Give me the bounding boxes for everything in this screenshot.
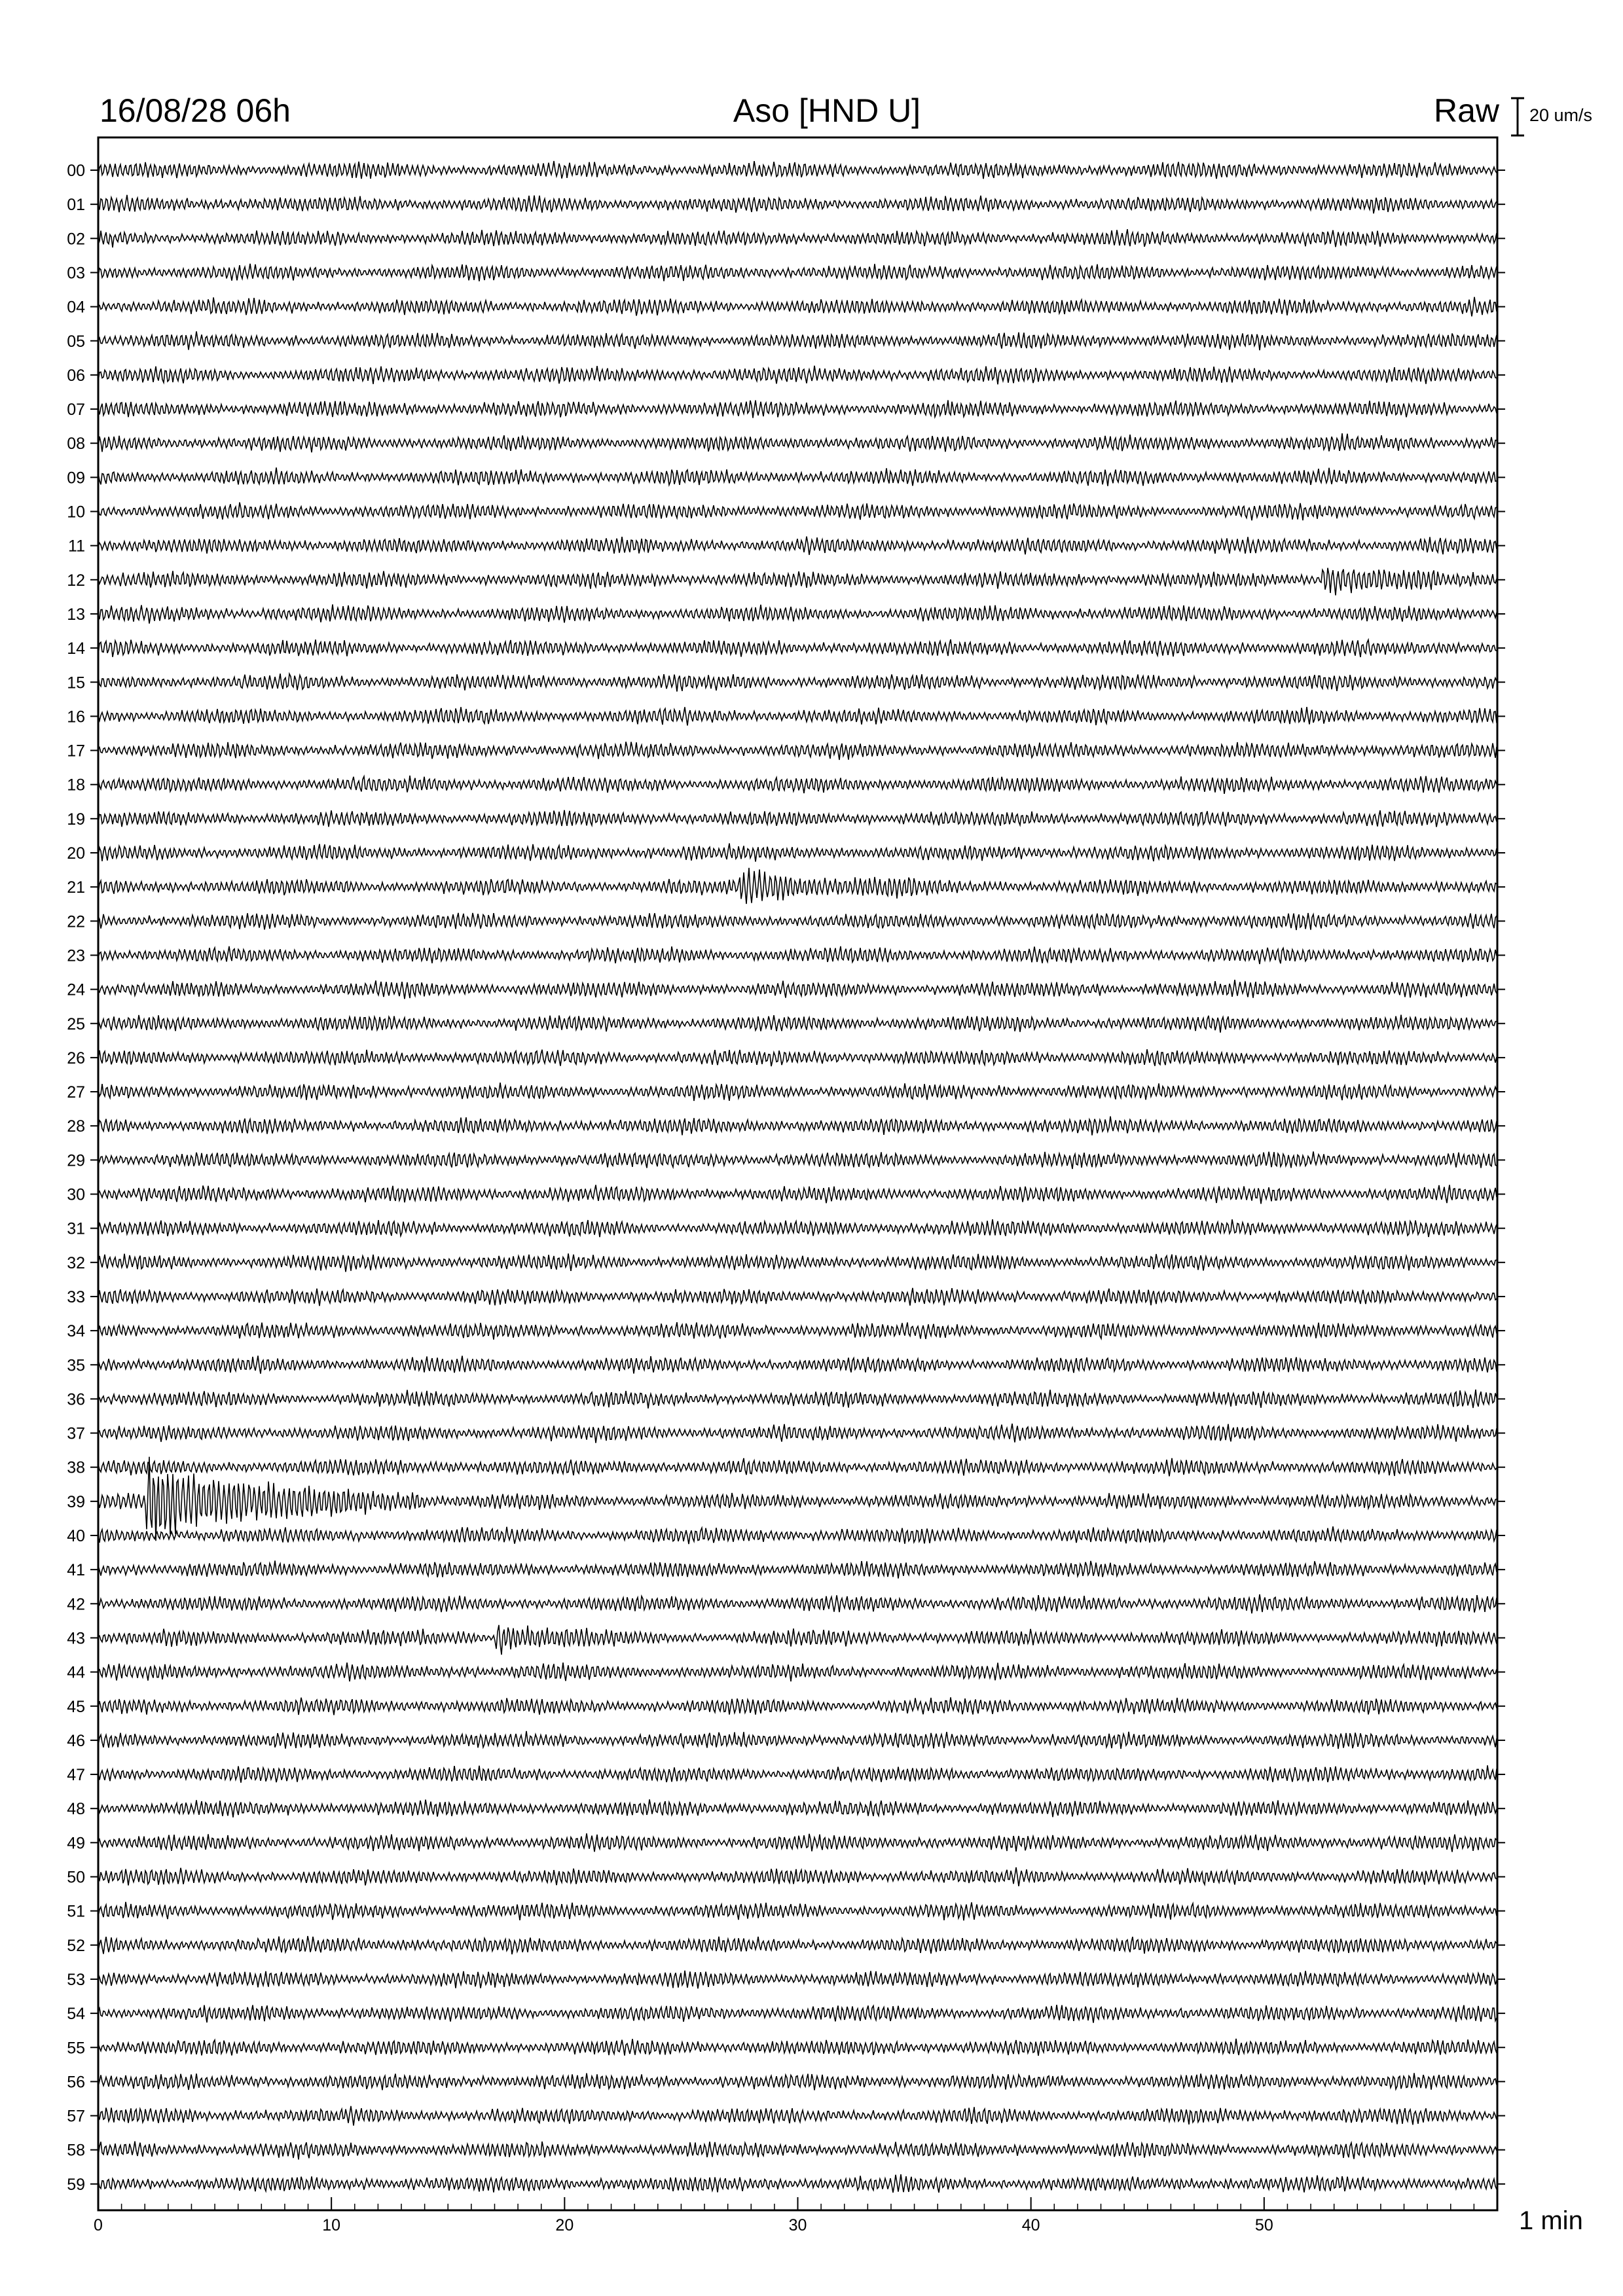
row-label: 27 — [67, 1083, 85, 1102]
row-label: 57 — [67, 2107, 85, 2126]
seismic-trace — [98, 1902, 1497, 1920]
row-label: 48 — [67, 1800, 85, 1819]
seismic-trace — [98, 1458, 1497, 1477]
seismic-trace — [98, 1936, 1497, 1954]
seismic-trace — [98, 1594, 1497, 1613]
seismic-trace — [98, 868, 1497, 904]
seismic-trace — [98, 503, 1497, 521]
seismic-trace — [98, 1015, 1497, 1033]
seismic-trace — [98, 1185, 1497, 1204]
x-axis — [94, 2197, 1474, 2234]
x-tick-label: 10 — [322, 2216, 341, 2234]
amplitude-scale-label: 20 um/s — [1529, 105, 1593, 125]
amplitude-scale-bar — [1511, 98, 1524, 135]
row-label: 43 — [67, 1629, 85, 1648]
seismic-trace — [98, 844, 1497, 862]
row-label: 33 — [67, 1287, 85, 1306]
seismic-trace — [98, 568, 1497, 596]
x-tick-label: 50 — [1254, 2216, 1273, 2234]
row-label: 22 — [67, 912, 85, 931]
row-label-group — [67, 162, 85, 2194]
seismic-trace — [98, 366, 1497, 385]
seismic-trace — [98, 1288, 1497, 1306]
row-label: 30 — [67, 1185, 85, 1204]
row-label: 00 — [67, 162, 85, 180]
seismic-trace — [98, 1117, 1497, 1136]
seismic-trace — [98, 2174, 1497, 2193]
row-label: 14 — [67, 639, 85, 658]
seismic-trace — [98, 2142, 1497, 2160]
x-axis-label: 1 min — [1519, 2206, 1583, 2235]
row-label: 26 — [67, 1049, 85, 1067]
seismic-trace — [98, 229, 1497, 247]
row-label: 17 — [67, 742, 85, 761]
row-label: 01 — [67, 196, 85, 215]
seismic-trace — [98, 195, 1497, 213]
row-label: 13 — [67, 605, 85, 624]
x-tick-label: 20 — [555, 2216, 574, 2234]
row-label: 29 — [67, 1151, 85, 1170]
row-label: 51 — [67, 1902, 85, 1921]
row-label: 09 — [67, 469, 85, 488]
seismic-trace — [98, 161, 1497, 179]
row-label: 16 — [67, 708, 85, 726]
seismic-trace — [98, 707, 1497, 725]
seismic-trace — [98, 639, 1497, 657]
seismic-trace — [98, 331, 1497, 350]
seismic-trace — [98, 467, 1497, 486]
seismic-trace — [98, 810, 1497, 827]
x-tick-label: 0 — [94, 2216, 103, 2234]
seismic-trace — [98, 1253, 1497, 1272]
seismic-trace — [98, 1799, 1497, 1817]
row-label: 19 — [67, 810, 85, 829]
row-label: 52 — [67, 1936, 85, 1955]
seismic-trace — [98, 1867, 1497, 1886]
row-label: 38 — [67, 1458, 85, 1477]
row-label: 31 — [67, 1219, 85, 1238]
row-label: 39 — [67, 1492, 85, 1511]
seismic-trace — [98, 2039, 1497, 2056]
seismic-trace — [98, 1424, 1497, 1443]
row-label: 49 — [67, 1834, 85, 1853]
row-label: 06 — [67, 366, 85, 385]
seismic-trace — [98, 742, 1497, 760]
x-tick-label: 40 — [1021, 2216, 1040, 2234]
row-label: 44 — [67, 1663, 85, 1682]
station-title: Aso [HND U] — [733, 92, 921, 129]
row-label: 41 — [67, 1561, 85, 1580]
trace-group — [90, 161, 1505, 2193]
row-label: 32 — [67, 1253, 85, 1272]
row-label: 28 — [67, 1117, 85, 1136]
seismic-trace — [98, 1731, 1497, 1749]
row-label: 58 — [67, 2141, 85, 2160]
row-label: 34 — [67, 1322, 85, 1341]
seismic-trace — [98, 1219, 1497, 1237]
seismic-trace — [98, 433, 1497, 452]
seismic-trace — [98, 1833, 1497, 1852]
row-label: 18 — [67, 776, 85, 795]
seismic-trace — [98, 913, 1497, 930]
row-label: 03 — [67, 264, 85, 283]
seismic-trace — [98, 1355, 1497, 1373]
row-label: 04 — [67, 298, 85, 317]
seismic-trace — [98, 1765, 1497, 1783]
row-label: 07 — [67, 401, 85, 420]
row-label: 35 — [67, 1356, 85, 1375]
raw-label: Raw — [1433, 92, 1499, 129]
row-label: 50 — [67, 1868, 85, 1887]
x-tick-label: 30 — [788, 2216, 807, 2234]
row-label: 56 — [67, 2073, 85, 2092]
seismic-trace — [98, 2073, 1497, 2090]
seismic-trace — [98, 980, 1497, 999]
seismic-trace — [98, 1083, 1497, 1101]
row-label: 46 — [67, 1731, 85, 1750]
row-label: 10 — [67, 503, 85, 522]
seismic-trace — [98, 2005, 1497, 2023]
seismic-trace — [98, 1561, 1497, 1579]
seismic-trace — [98, 1151, 1497, 1169]
seismic-trace — [98, 1526, 1497, 1544]
seismic-trace — [98, 1049, 1497, 1066]
row-label: 21 — [67, 878, 85, 897]
row-label: 02 — [67, 230, 85, 249]
row-label: 15 — [67, 673, 85, 692]
seismic-trace — [98, 1971, 1497, 1988]
row-label: 37 — [67, 1424, 85, 1443]
seismic-trace — [98, 605, 1497, 624]
seismic-trace — [98, 264, 1497, 281]
row-label: 20 — [67, 844, 85, 863]
seismic-trace — [98, 297, 1497, 317]
row-label: 59 — [67, 2175, 85, 2194]
row-label: 47 — [67, 1766, 85, 1785]
row-label: 54 — [67, 2005, 85, 2024]
row-label: 11 — [68, 537, 85, 556]
plot-frame — [98, 137, 1497, 2210]
seismic-trace — [98, 776, 1497, 794]
seismic-trace — [98, 673, 1497, 691]
row-label: 23 — [67, 946, 85, 965]
seismic-trace — [98, 537, 1497, 555]
row-label: 45 — [67, 1697, 85, 1716]
row-label: 55 — [67, 2039, 85, 2058]
seismic-trace — [98, 2106, 1497, 2126]
seismic-trace — [98, 1697, 1497, 1715]
seismic-trace — [98, 1390, 1497, 1408]
seismic-trace — [98, 946, 1497, 964]
date-hour-label: 16/08/28 06h — [100, 92, 291, 129]
seismic-trace — [98, 400, 1497, 418]
row-label: 40 — [67, 1527, 85, 1545]
row-label: 08 — [67, 435, 85, 454]
row-label: 36 — [67, 1390, 85, 1409]
seismic-trace — [98, 1625, 1497, 1655]
row-label: 24 — [67, 980, 85, 999]
seismic-trace — [98, 1322, 1497, 1340]
row-label: 12 — [67, 571, 85, 590]
row-label: 05 — [67, 332, 85, 351]
row-label: 25 — [67, 1014, 85, 1033]
row-label: 42 — [67, 1595, 85, 1614]
row-label: 53 — [67, 1970, 85, 1989]
seismic-trace — [98, 1662, 1497, 1681]
